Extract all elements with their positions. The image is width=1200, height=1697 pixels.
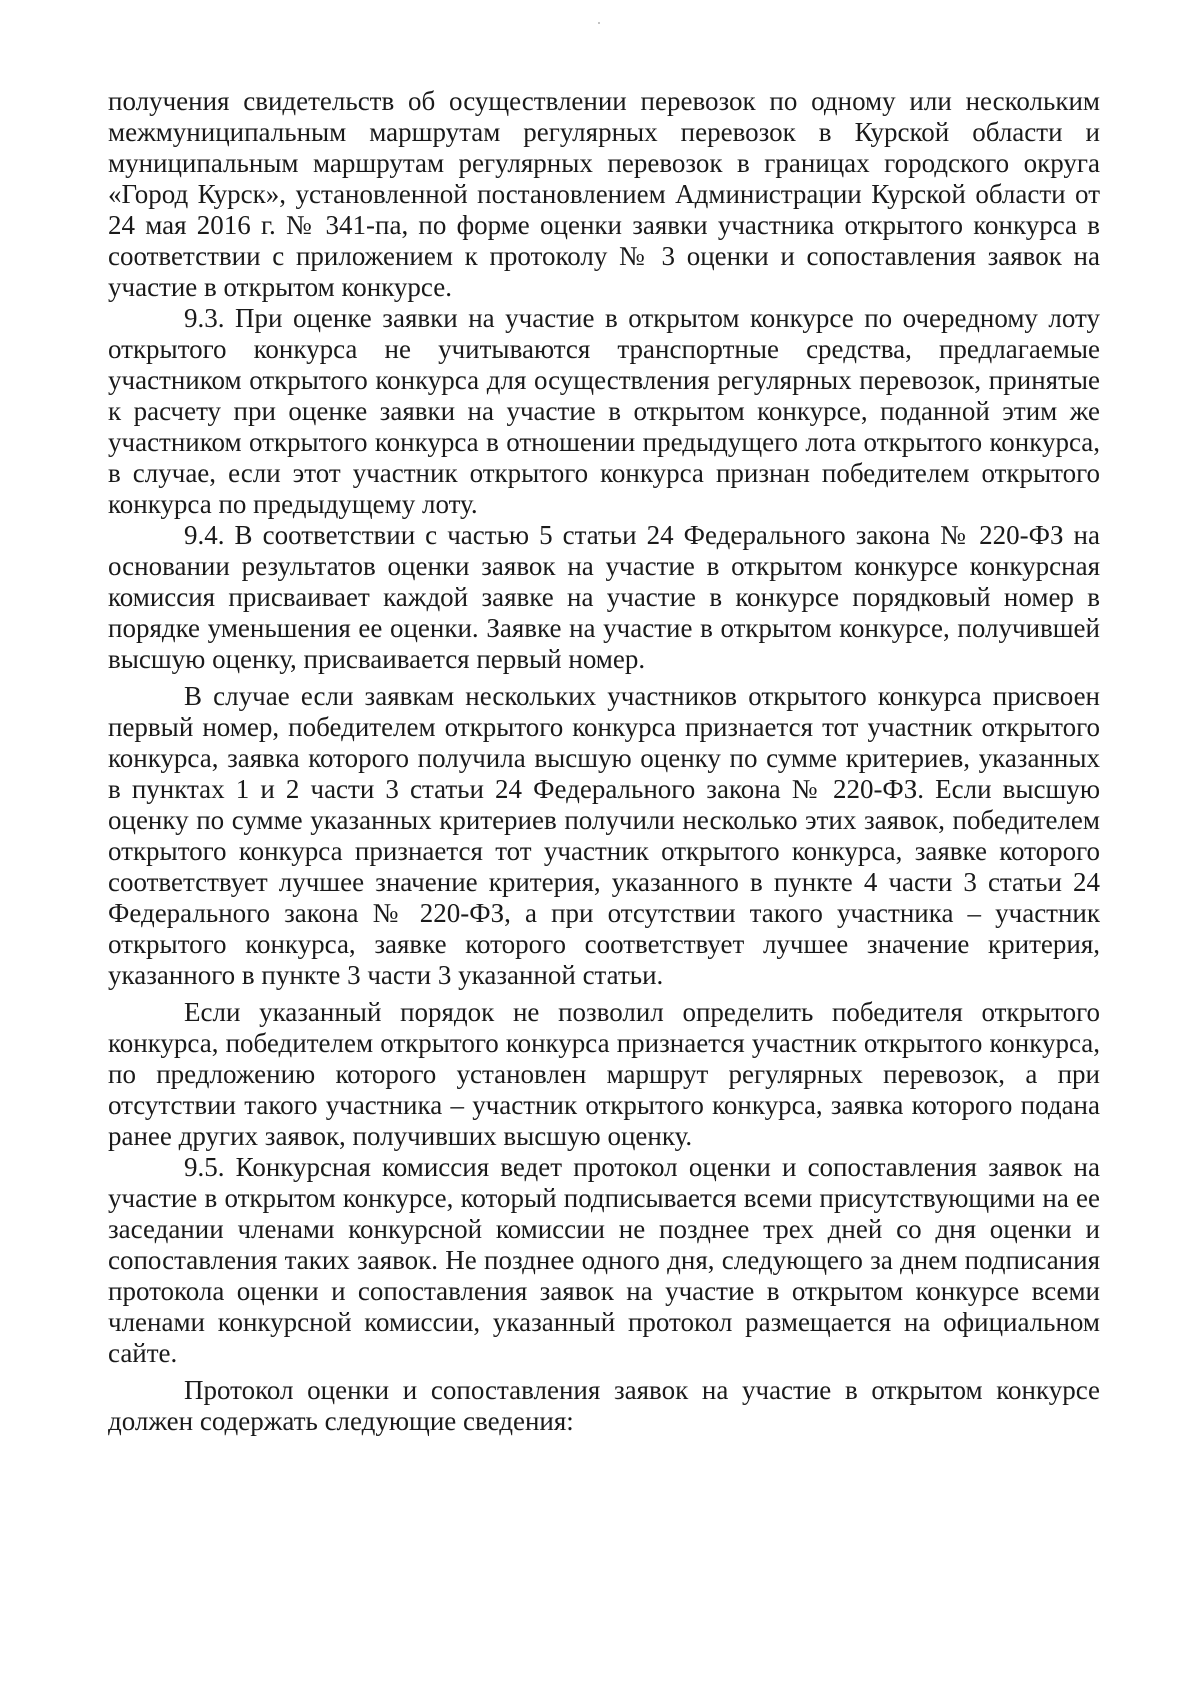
paragraph-9-3: 9.3. При оценке заявки на участие в открытом конкурсе по очередному лоту открытого конкурса не учитываются транспортные средства, предлагаемые участником открытого конкурса для осуществления регулярных перевозок, принятые к расчету при оценке заявки на участие в открытом конкурсе, поданной этим же участником открытого конкурса в отношении предыдущего лота открытого конкурса, в случае, если этот участник открытого конкурса признан победителем открытого конкурса по предыдущему лоту. [108, 303, 1100, 519]
scan-speck [598, 22, 600, 24]
paragraph-continuation: получения свидетельств об осуществлении перевозок по одному или нескольким межмуниципальным маршрутам регулярных перевозок в Курской области и муниципальным маршрутам регулярных перевозок в границах городского округа «Город Курск», установленной постановлением Администрации Курской области от 24 мая 2016 г. № 341-па, по форме оценки заявки участника открытого конкурса в соответствии с приложением к протоколу № 3 оценки и сопоставления заявок на участие в открытом конкурсе. [108, 86, 1100, 302]
paragraph-9-4: 9.4. В соответствии с частью 5 статьи 24 Федерального закона № 220-ФЗ на основании результатов оценки заявок на участие в открытом конкурсе конкурсная комиссия присваивает каждой заявке на участие в конкурсе порядковый номер в порядке уменьшения ее оценки. Заявке на участие в открытом конкурсе, получившей высшую оценку, присваивается первый номер. [108, 520, 1100, 674]
document-body [108, 86, 1100, 1437]
paragraph-first-number-tie: В случае если заявкам нескольких участников открытого конкурса присвоен первый номер, победителем открытого конкурса признается тот участник открытого конкурса, заявка которого получила высшую оценку по сумме критериев, указанных в пунктах 1 и 2 части 3 статьи 24 Федерального закона № 220-ФЗ. Если высшую оценку по сумме указанных критериев получили несколько этих заявок, победителем открытого конкурса признается тот участник открытого конкурса, заявке которого соответствует лучшее значение критерия, указанного в пункте 4 части 3 статьи 24 Федерального закона № 220-ФЗ, а при отсутствии такого участника – участник открытого конкурса, заявке которого соответствует лучшее значение критерия, указанного в пункте 3 части 3 указанной статьи. [108, 681, 1100, 990]
paragraph-9-5: 9.5. Конкурсная комиссия ведет протокол оценки и сопоставления заявок на участие в открытом конкурсе, который подписывается всеми присутствующими на ее заседании членами конкурсной комиссии не позднее трех дней со дня оценки и сопоставления таких заявок. Не позднее одного дня, следующего за днем подписания протокола оценки и сопоставления заявок на участие в открытом конкурсе всеми членами конкурсной комиссии, указанный протокол размещается на официальном сайте. [108, 1152, 1100, 1368]
paragraph-winner-order: Если указанный порядок не позволил определить победителя открытого конкурса, победителем открытого конкурса признается участник открытого конкурса, по предложению которого установлен маршрут регулярных перевозок, а при отсутствии такого участника – участник открытого конкурса, заявка которого подана ранее других заявок, получивших высшую оценку. [108, 997, 1100, 1151]
paragraph-protocol-contents: Протокол оценки и сопоставления заявок на участие в открытом конкурсе должен содержать следующие сведения: [108, 1375, 1100, 1436]
